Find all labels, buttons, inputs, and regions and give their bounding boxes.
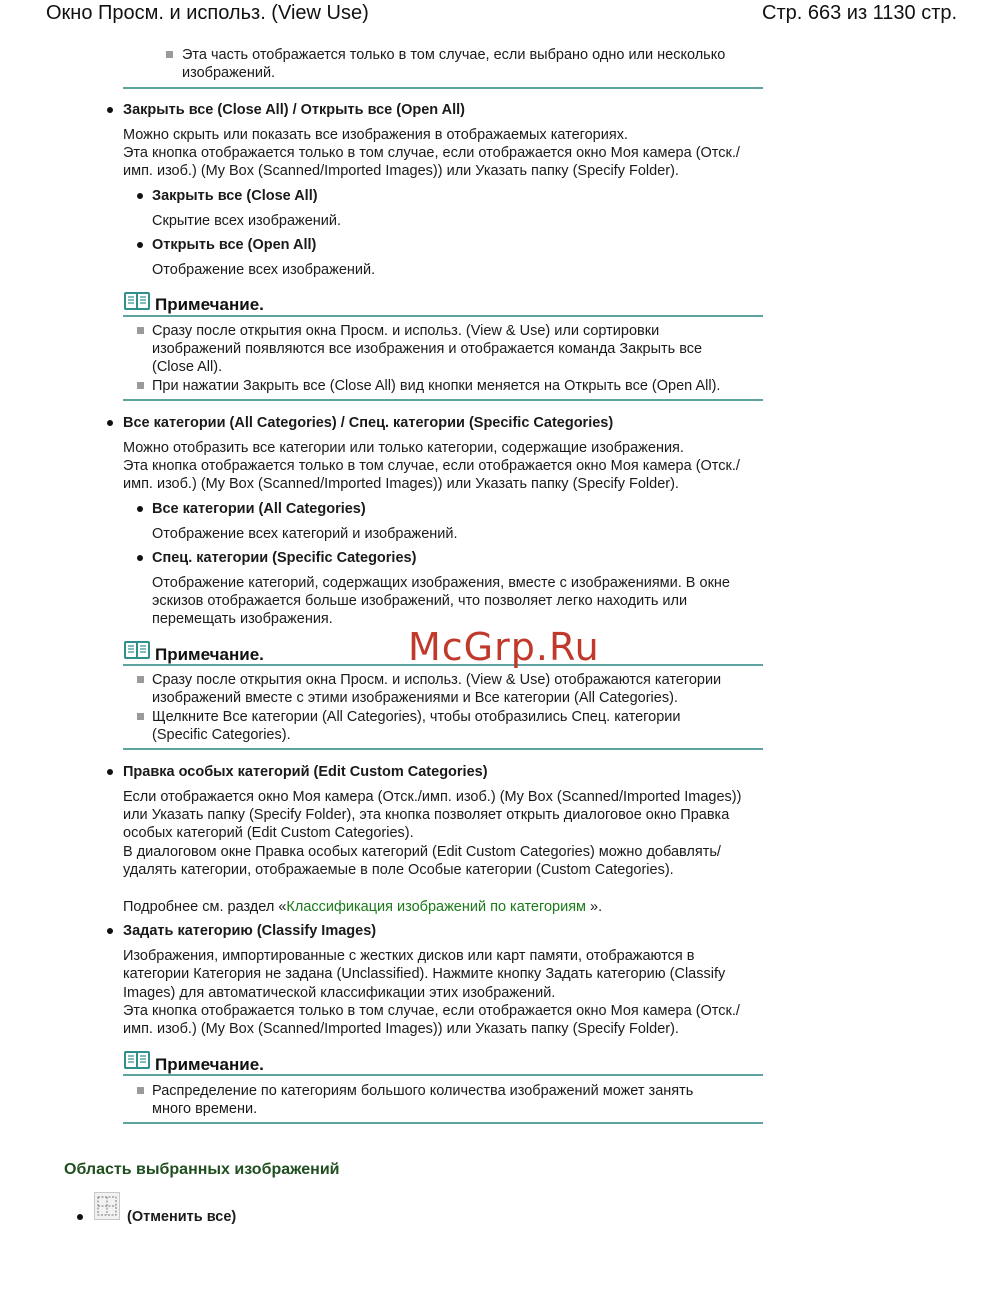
page-counter: Стр. 663 из 1130 стр. <box>762 2 958 24</box>
categories-sub2-desc: перемещать изображения. <box>152 611 333 627</box>
square-bullet-icon <box>137 676 144 683</box>
reference-suffix: ». <box>586 899 603 915</box>
deselect-all-icon[interactable] <box>94 1192 120 1220</box>
bullet-icon <box>107 928 113 934</box>
reference-prefix: Подробнее см. раздел « <box>123 899 287 915</box>
top-note-line1: Эта часть отображается только в том случае, если выбрано одно или несколько <box>182 47 726 63</box>
classify-text: категории Категория не задана (Unclassified). Нажмите кнопку Задать категорию (Classify <box>123 966 726 982</box>
edit-custom-text: В диалоговом окне Правка особых категорий (Edit Custom Categories) можно добавлять/ <box>123 844 721 860</box>
note-divider <box>123 87 763 89</box>
bullet-icon <box>137 242 143 248</box>
close-all-sub2-desc: Отображение всех изображений. <box>152 262 376 278</box>
close-all-sub1-title: Закрыть все (Close All) <box>152 188 318 204</box>
note-text: изображений вместе с этими изображениями и Все категории (All Categories). <box>152 690 678 706</box>
deselect-all-label: (Отменить все) <box>127 1209 237 1225</box>
note-divider <box>123 399 763 401</box>
note-divider <box>123 748 763 750</box>
watermark: McGrp.Ru <box>408 625 600 669</box>
square-bullet-icon <box>137 327 144 334</box>
classify-title: Задать категорию (Classify Images) <box>123 923 377 939</box>
top-note-line2: изображений. <box>182 65 276 81</box>
close-all-desc2: Эта кнопка отображается только в том случае, если отображается окно Моя камера (Отск./ <box>123 145 740 161</box>
bullet-icon <box>107 769 113 775</box>
square-bullet-icon <box>137 1087 144 1094</box>
note-text: изображений появляются все изображения и отображается команда Закрыть все <box>152 341 703 357</box>
note-text: Распределение по категориям большого количества изображений может занять <box>152 1083 694 1099</box>
categories-desc1: Можно отобразить все категории или только категории, содержащие изображения. <box>123 440 684 456</box>
book-note-icon <box>123 640 151 660</box>
edit-custom-text: или Указать папку (Specify Folder), эта кнопка позволяет открыть диалоговое окно Правка <box>123 807 730 823</box>
note-divider <box>123 1074 763 1076</box>
categories-sub2-title: Спец. категории (Specific Categories) <box>152 550 417 566</box>
note-text: много времени. <box>152 1101 258 1117</box>
close-all-title: Закрыть все (Close All) / Открыть все (Open All) <box>123 102 466 118</box>
edit-custom-text: удалять категории, отображаемые в поле Особые категории (Custom Categories). <box>123 862 674 878</box>
categories-sub2-desc: эскизов отображается больше изображений, что позволяет легко находить или <box>152 593 688 609</box>
close-all-desc3: имп. изоб.) (My Box (Scanned/Imported Images)) или Указать папку (Specify Folder). <box>123 163 679 179</box>
note-title: Примечание. <box>155 645 264 664</box>
bullet-icon <box>107 420 113 426</box>
edit-custom-text: Если отображается окно Моя камера (Отск./имп. изоб.) (My Box (Scanned/Imported Images)) <box>123 789 742 805</box>
square-bullet-icon <box>166 51 173 58</box>
note-title: Примечание. <box>155 295 264 314</box>
square-bullet-icon <box>137 382 144 389</box>
page-header-title: Окно Просм. и использ. (View Use) <box>46 2 369 24</box>
note-text: Сразу после открытия окна Просм. и использ. (View & Use) отображаются категории <box>152 672 722 688</box>
bullet-icon <box>137 193 143 199</box>
bullet-icon <box>107 107 113 113</box>
bullet-icon <box>137 506 143 512</box>
book-note-icon <box>123 291 151 311</box>
note-text: Сразу после открытия окна Просм. и использ. (View & Use) или сортировки <box>152 323 660 339</box>
classify-text: Images) для автоматической классификации этих изображений. <box>123 985 556 1001</box>
close-all-sub1-desc: Скрытие всех изображений. <box>152 213 342 229</box>
categories-title: Все категории (All Categories) / Спец. категории (Specific Categories) <box>123 415 614 431</box>
note-text: При нажатии Закрыть все (Close All) вид кнопки меняется на Открыть все (Open All). <box>152 378 721 394</box>
close-all-sub2-title: Открыть все (Open All) <box>152 237 317 253</box>
edit-custom-title: Правка особых категорий (Edit Custom Categories) <box>123 764 488 780</box>
categories-sub1-desc: Отображение всех категорий и изображений. <box>152 526 458 542</box>
categories-sub1-title: Все категории (All Categories) <box>152 501 366 517</box>
section-title: Область выбранных изображений <box>64 1161 340 1178</box>
classify-text: Изображения, импортированные с жестких дисков или карт памяти, отображаются в <box>123 948 695 964</box>
note-divider <box>123 315 763 317</box>
note-title: Примечание. <box>155 1055 264 1074</box>
categories-sub2-desc: Отображение категорий, содержащих изображения, вместе с изображениями. В окне <box>152 575 730 591</box>
edit-custom-text: особых категорий (Edit Custom Categories). <box>123 825 414 841</box>
classify-link[interactable]: Классификация изображений по категориям <box>286 899 587 915</box>
categories-desc2: Эта кнопка отображается только в том случае, если отображается окно Моя камера (Отск./ <box>123 458 740 474</box>
square-bullet-icon <box>137 713 144 720</box>
note-divider <box>123 1122 763 1124</box>
bullet-icon <box>137 555 143 561</box>
classify-text: имп. изоб.) (My Box (Scanned/Imported Images)) или Указать папку (Specify Folder). <box>123 1021 679 1037</box>
note-text: (Specific Categories). <box>152 727 291 743</box>
reference-line <box>123 898 602 916</box>
classify-text: Эта кнопка отображается только в том случае, если отображается окно Моя камера (Отск./ <box>123 1003 740 1019</box>
close-all-desc1: Можно скрыть или показать все изображения в отображаемых категориях. <box>123 127 628 143</box>
bullet-icon <box>77 1214 83 1220</box>
note-text: (Close All). <box>152 359 223 375</box>
categories-desc3: имп. изоб.) (My Box (Scanned/Imported Images)) или Указать папку (Specify Folder). <box>123 476 679 492</box>
note-text: Щелкните Все категории (All Categories), чтобы отобразились Спец. категории <box>152 709 681 725</box>
book-note-icon <box>123 1050 151 1070</box>
